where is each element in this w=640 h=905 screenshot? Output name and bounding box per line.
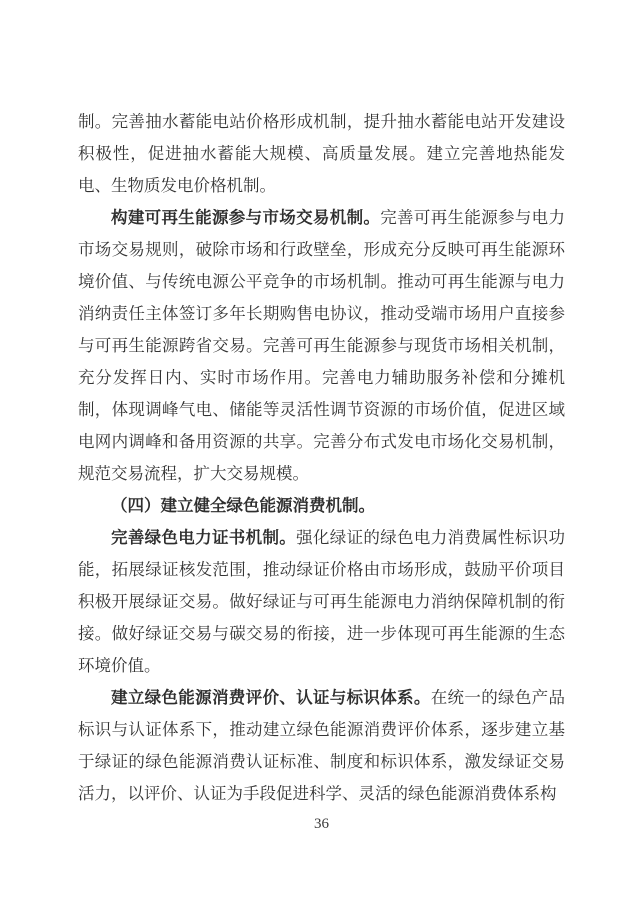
paragraph-lead: 建立绿色能源消费评价、认证与标识体系。 (111, 688, 431, 707)
page-content (78, 106, 565, 835)
page-number: 36 (314, 816, 329, 832)
paragraph-market-trading-mechanism (78, 202, 565, 490)
paragraph-pumped-storage-pricing (78, 106, 565, 202)
paragraph-body: 制。完善抽水蓄能电站价格形成机制，提升抽水蓄能电站开发建设积极性，促进抽水蓄能大规模、高质量发展。建立完善地热能发电、生物质发电价格机制。 (78, 112, 565, 195)
paragraph-body: 完善可再生能源参与电力市场交易规则，破除市场和行政壁垒，形成充分反映可再生能源环境价值、与传统电源公平竞争的市场机制。推动可再生能源与电力消纳责任主体签订多年长期购售电协议，推动受端市场用户直接参与可再生能源跨省交易。完善可再生能源参与现货市场相关机制，充分发挥日内、实时市场作用。完善电力辅助服务补偿和分摊机制，体现调峰气电、储能等灵活性调节资源的市场价值，促进区域电网内调峰和备用资源的共享。完善分布式发电市场化交易机制，规范交易流程，扩大交易规模。 (78, 208, 566, 483)
paragraph-lead: 构建可再生能源参与市场交易机制。 (111, 208, 381, 227)
paragraph-body: 强化绿证的绿色电力消费属性标识功能，拓展绿证核发范围，推动绿证价格由市场形成，鼓励平价项目积极开展绿证交易。做好绿证与可再生能源电力消纳保障机制的衔接。做好绿证交易与碳交易的衔接，进一步体现可再生能源的生态环境价值。 (78, 528, 566, 675)
section-heading-text: （四）建立健全绿色能源消费机制。 (111, 496, 375, 515)
paragraph-lead: 完善绿色电力证书机制。 (111, 528, 297, 547)
paragraph-green-consumption-certification (78, 682, 565, 810)
section-heading-green-energy-consumption (78, 490, 565, 522)
paragraph-body: 在统一的绿色产品标识与认证体系下，推动建立绿色能源消费评价体系，逐步建立基于绿证的绿色能源消费认证标准、制度和标识体系，激发绿证交易活力，以评价、认证为手段促进科学、灵活的绿色能源消费体系构 (78, 688, 566, 803)
paragraph-green-certificate-mechanism (78, 522, 565, 682)
